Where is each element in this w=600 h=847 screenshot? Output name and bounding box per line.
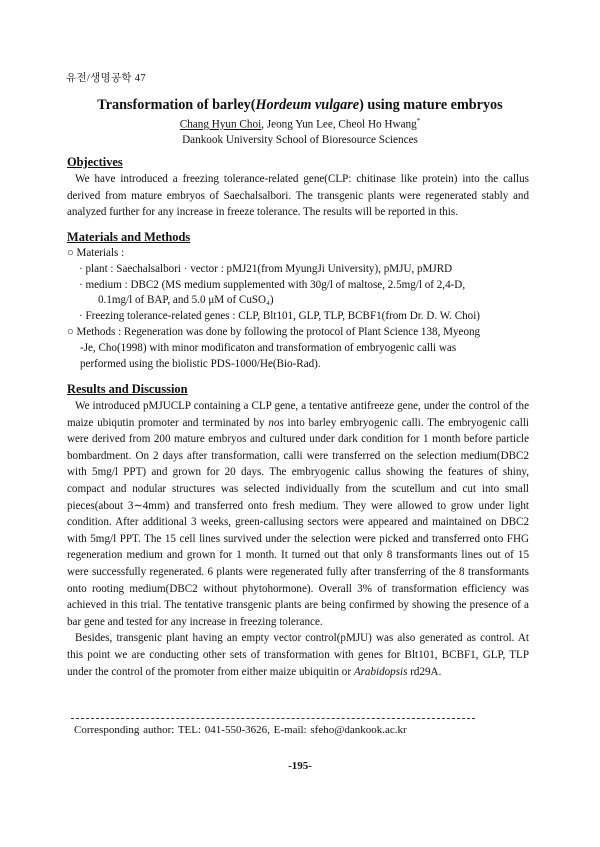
objectives-text: We have introduced a freezing tolerance-related gene(CLP: chitinase like protein) into the callus derived from mature embryos of Saechalsalbori. The transgenic plants were regenerated stably and analyzed further for any increase in freeze tolerance. The results will be reported in this. xyxy=(67,173,529,219)
running-head: 유전/생명공학 47 xyxy=(66,73,146,84)
first-author: Chang Hyun Choi xyxy=(179,118,262,131)
methods-line-1: ○ Methods : Regeneration was done by following the protocol of Plant Science 138, Myeong xyxy=(67,325,481,338)
methods-section xyxy=(67,229,529,372)
methods-line-2: -Je, Cho(1998) with minor modificaton and transformation of embryogenic calli was xyxy=(80,341,457,354)
materials-label: ○ Materials : xyxy=(67,247,125,259)
materials-genes: · Freezing tolerance-related genes : CLP, Blt101, GLP, TLP, BCBF1(from Dr. D. W. Choi) xyxy=(79,310,480,323)
materials-medium-2: 0.1mg/l of BAP, and 5.0 μM of CuSO₄) xyxy=(98,294,274,307)
results-heading: Results and Discussion xyxy=(67,382,188,396)
materials-medium-1: · medium : DBC2 (MS medium supplemented with 30g/l of maltose, 2.5mg/l of 2,4-D, xyxy=(79,278,466,291)
nos-term: nos xyxy=(268,416,284,429)
title-block xyxy=(0,96,600,148)
objectives-section xyxy=(67,154,529,221)
arabidopsis-term: Arabidopsis xyxy=(353,665,408,678)
methods-heading: Materials and Methods xyxy=(67,230,191,244)
corresponding-author-note: Corresponding author: TEL: 041-550-3626, E-mail: sfeho@dankook.ac.kr xyxy=(74,724,407,736)
results-section xyxy=(67,381,529,680)
materials-plant: · plant : Saechalsalbori · vector : pMJ21(from MyungJi University), pMJU, pMJRD xyxy=(79,262,453,275)
corresponding-mark: * xyxy=(416,117,421,125)
footnote-divider xyxy=(71,718,475,719)
author-list: Chang Hyun Choi, Jeong Yun Lee, Cheol Ho Hwang* xyxy=(179,117,421,131)
species-name: Hordeum vulgare xyxy=(255,97,360,113)
objectives-heading: Objectives xyxy=(67,155,123,169)
affiliation: Dankook University School of Bioresource Sciences xyxy=(182,133,418,146)
methods-line-3: performed using the biolistic PDS-1000/He(Bio-Rad). xyxy=(80,357,321,370)
paper-title: Transformation of barley(Hordeum vulgare) using mature embryos xyxy=(97,97,503,113)
results-paragraph-1: We introduced pMJUCLP containing a CLP gene, a tentative antifreeze gene, under the control of the maize ubiqutin promoter and terminated by nos into barley embryogenic calli. The embryogenic calli were derived from 200 mature embryos and cultured under dark condition for 1 month before particle bombardment. On 2 days after transformation, calli were transferred on the selection medium(DBC2 with 5mg/l PPT) and grown for 20 days. The embryogenic callus showing the features of shiny, compact and nodular structures was selected individually from the scutellum and cut into small pieces(about 3∼4mm) and transferred onto fresh medium. They were allowed to grow under light condition. After additional 3 weeks, green-callusing sectors were appeared and maintained on DBC2 with 5mg/l PPT. The 15 cell lines survived under the selection were picked and transferred onto FHG regeneration medium and grown for 1 month. It turned out that only 8 transformants lines out of 15 were successfully regenerated. 6 plants were regenerated fully after transferring of the 8 transformants onto rooting medium(DBC2 without phytohormone). Overall 3% of transformation efficiency was achieved in this trial. The tentative transgenic plants are being confirmed by showing the presence of a bar gene and tested for any increase in freezing tolerance. xyxy=(67,400,529,628)
page-number: -195- xyxy=(288,760,312,772)
results-paragraph-2: Besides, transgenic plant having an empty vector control(pMJU) was also generated as control. At this point we are conducting other sets of transformation with genes for Blt101, BCBF1, GLP, TLP under the control of the promoter from either maize ubiquitin or Arabidopsis rd29A. xyxy=(67,632,529,678)
